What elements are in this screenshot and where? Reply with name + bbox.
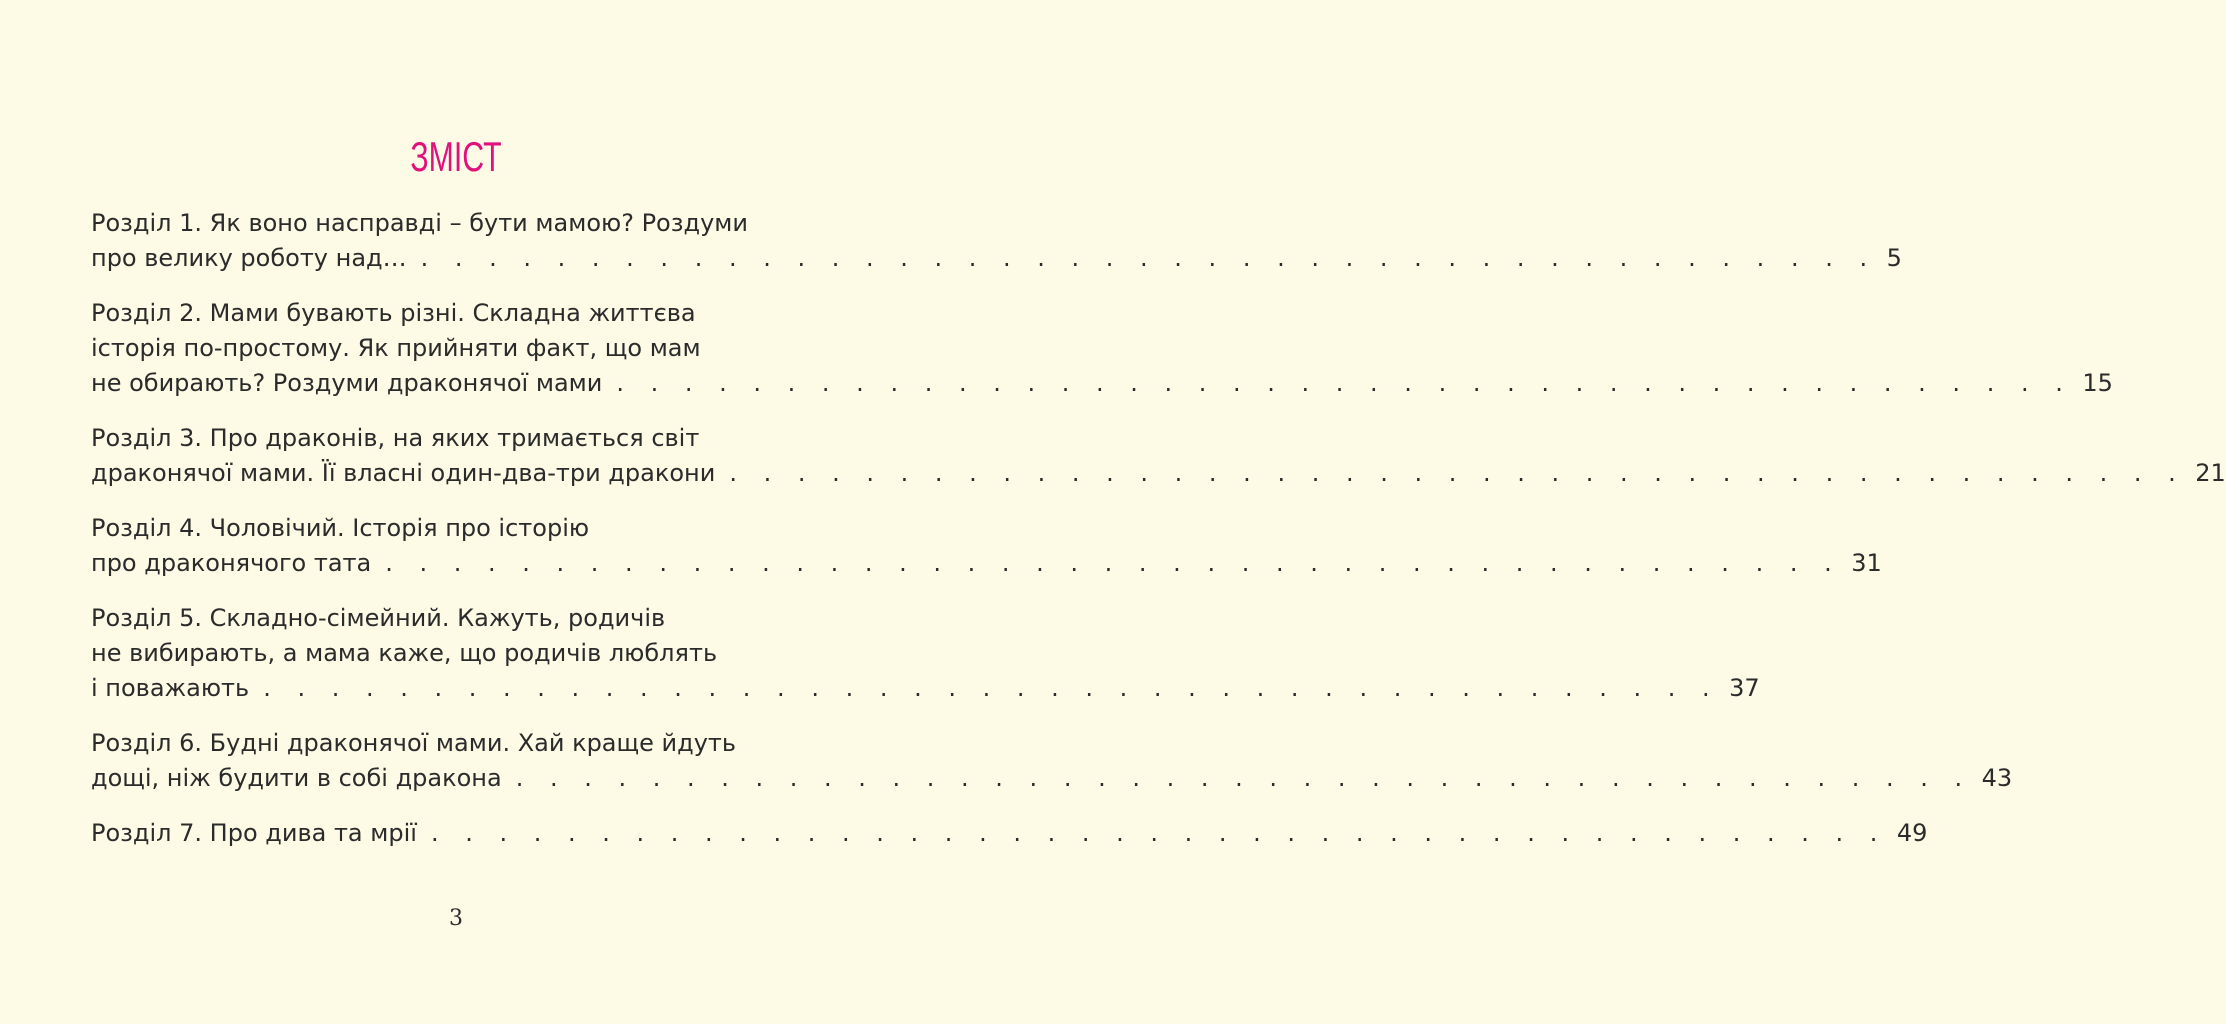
page-title: ЗМІСТ: [410, 133, 502, 180]
toc-entry-last-line: [91, 546, 1882, 581]
toc-entry-last-line: [91, 366, 2113, 401]
page-number: 3: [449, 906, 463, 931]
toc-entry-line: Розділ 6. Будні драконячої мами. Хай краще йдуть: [91, 729, 737, 757]
toc-page-ref: 15: [2082, 369, 2113, 397]
toc-entry-line: не обирають? Роздуми драконячої мами: [91, 369, 603, 397]
toc-entry-last-line: [91, 671, 1760, 706]
toc-entry-line: Розділ 3. Про драконів, на яких тримається світ: [91, 424, 700, 452]
toc-entry-line: драконячої мами. Її власні один-два-три дракони: [91, 459, 716, 487]
toc-page-ref: 31: [1851, 549, 1882, 577]
toc-entry-line: історія по-простому. Як прийняти факт, що мам: [91, 334, 701, 362]
dot-leader: . . . . . . . . . . . . . . . . . . . . . . . . . . . . . . . . . . . . . . . . . . .: [729, 459, 2186, 487]
table-of-contents: [91, 206, 2226, 871]
toc-entry-last-line: [91, 241, 1902, 276]
dot-leader: . . . . . . . . . . . . . . . . . . . . . . . . . . . . . . . . . . . . . . . . . . .: [263, 674, 1720, 702]
toc-page-ref: 43: [1981, 764, 2013, 792]
toc-entry-chapter-3[interactable]: [91, 421, 2226, 491]
toc-entry-line: Розділ 7. Про дива та мрії: [91, 819, 417, 847]
toc-entry-last-line: [91, 456, 2226, 491]
toc-entry-chapter-5[interactable]: [91, 601, 1760, 706]
dot-leader: . . . . . . . . . . . . . . . . . . . . . . . . . . . . . . . . . . . . . . . . . . .: [616, 369, 2073, 397]
toc-entry-line: про драконячого тата: [91, 549, 372, 577]
toc-page-ref: 21: [2195, 459, 2226, 487]
toc-entry-line: Розділ 5. Складно-сімейний. Кажуть, родичів: [91, 604, 666, 632]
dot-leader: . . . . . . . . . . . . . . . . . . . . . . . . . . . . . . . . . . . . . . . . . . .: [385, 549, 1842, 577]
dot-leader: . . . . . . . . . . . . . . . . . . . . . . . . . . . . . . . . . . . . . . . . . . .: [420, 244, 1877, 272]
toc-page-ref: 5: [1886, 244, 1902, 272]
toc-entry-line: Розділ 1. Як воно насправді – бути мамою? Роздуми: [91, 209, 748, 237]
toc-entry-line: дощі, ніж будити в собі дракона: [91, 764, 502, 792]
toc-entry-chapter-2[interactable]: [91, 296, 2113, 401]
dot-leader: . . . . . . . . . . . . . . . . . . . . . . . . . . . . . . . . . . . . . . . . . . .: [430, 819, 1887, 847]
toc-entry-chapter-7[interactable]: [91, 816, 1928, 851]
toc-page-ref: 49: [1896, 819, 1928, 847]
toc-entry-line: Розділ 4. Чоловічий. Історія про історію: [91, 514, 590, 542]
toc-page-ref: 37: [1729, 674, 1760, 702]
toc-entry-line: і поважають: [91, 674, 250, 702]
dot-leader: . . . . . . . . . . . . . . . . . . . . . . . . . . . . . . . . . . . . . . . . . . .: [515, 764, 1972, 792]
toc-entry-last-line: [91, 761, 2013, 796]
toc-entry-chapter-4[interactable]: [91, 511, 1882, 581]
toc-entry-chapter-6[interactable]: [91, 726, 2013, 796]
toc-entry-chapter-1[interactable]: [91, 206, 1902, 276]
toc-entry-line: не вибирають, а мама каже, що родичів люблять: [91, 639, 718, 667]
toc-entry-last-line: [91, 816, 1928, 851]
toc-entry-line: Розділ 2. Мами бувають різні. Складна життєва: [91, 299, 696, 327]
toc-entry-line: про велику роботу над…: [91, 244, 407, 272]
